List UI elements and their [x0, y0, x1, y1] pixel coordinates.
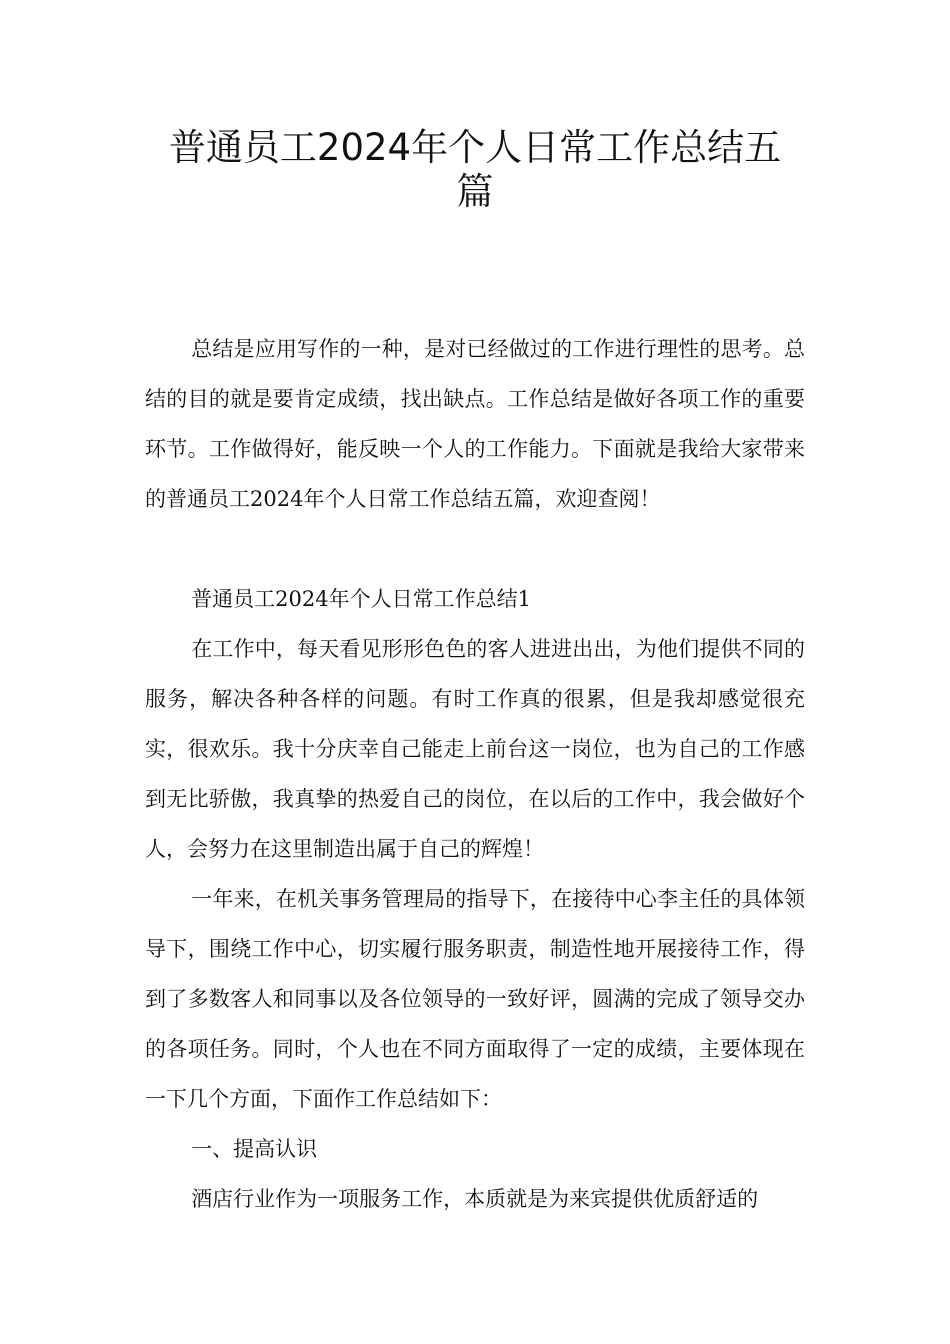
- document-body: [145, 324, 805, 1224]
- title-line-2: 篇: [456, 170, 494, 213]
- body-paragraph: 酒店行业作为一项服务工作，本质就是为来宾提供优质舒适的: [191, 1187, 759, 1211]
- section-heading: 普通员工2024年个人日常工作总结1: [191, 587, 531, 611]
- body-paragraph: 一年来，在机关事务管理局的指导下，在接待中心李主任的具体领导下，围绕工作中心，切实履行服务职责，制造性地开展接待工作，得到了多数客人和同事以及各位领导的一致好评，圆满的完成了领导交办的各项任务。同时，个人也在不同方面取得了一定的成绩，主要体现在一下几个方面，下面作工作总结如下：: [145, 887, 805, 1111]
- body-paragraph: 在工作中，每天看见形形色色的客人进进出出，为他们提供不同的服务，解决各种各样的问题。有时工作真的很累，但是我却感觉很充实，很欢乐。我十分庆幸自己能走上前台这一岗位，也为自己的工作感到无比骄傲，我真挚的热爱自己的岗位，在以后的工作中，我会做好个人，会努力在这里制造出属于自己的辉煌！: [145, 637, 805, 861]
- document-title: [120, 126, 830, 214]
- intro-paragraph: 总结是应用写作的一种，是对已经做过的工作进行理性的思考。总结的目的就是要肯定成绩，找出缺点。工作总结是做好各项工作的重要环节。工作做得好，能反映一个人的工作能力。下面就是我给大家带来的普通员工2024年个人日常工作总结五篇，欢迎查阅！: [145, 337, 805, 511]
- title-line-1: 普通员工2024年个人日常工作总结五: [168, 126, 782, 169]
- paragraph-spacer: [145, 524, 805, 574]
- sub-heading: 一、提高认识: [191, 1137, 318, 1161]
